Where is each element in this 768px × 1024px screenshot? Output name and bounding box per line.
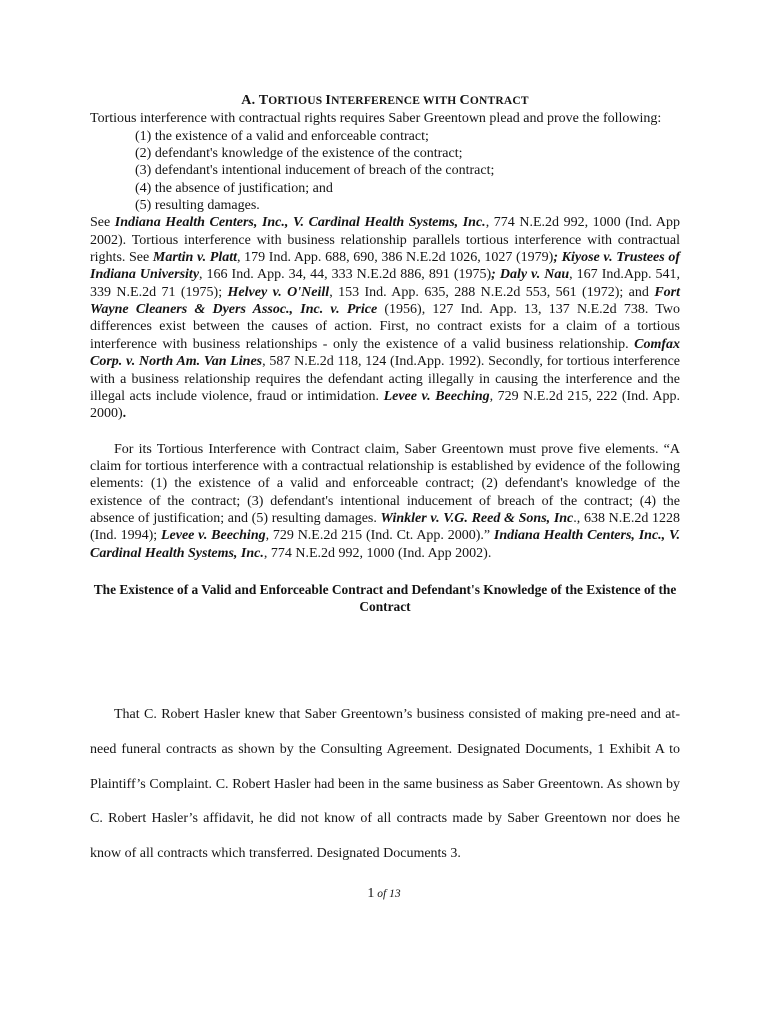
list-item: (2) defendant's knowledge of the existence of the contract; bbox=[135, 146, 463, 162]
knowledge-paragraph: That C. Robert Hasler knew that Saber Greentown’s business consisted of making pre-need and at-need funeral contracts as shown by the Consulting Agreement. Designated Documents, 1 Exhibit A to Plaintiff’s Complaint. C. Robert Hasler had been in the same business as Saber Greentown. As shown by C. Robert Hasler’s affidavit, he did not know of all contracts made by Saber Greentown nor does he know of all contracts which transferred. Designated Documents 3. bbox=[90, 707, 680, 862]
case-citation: Indiana Health Centers, Inc., V. Cardinal Health Systems, Inc. bbox=[90, 528, 680, 561]
case-citation: Martin v. Platt bbox=[152, 250, 238, 266]
case-citation: Fort Wayne Cleaners & Dyers Assoc., Inc. v. Price bbox=[90, 284, 680, 318]
subsection-heading: The Existence of a Valid and Enforceable Contract and Defendant's Knowledge of the Existence of the Contract bbox=[93, 581, 677, 615]
intro-paragraph: Tortious interference with contractual rights requires Saber Greentown plead and prove the following: bbox=[90, 111, 662, 127]
elements-paragraph: For its Tortious Interference with Contract claim, Saber Greentown must prove five elements. “A claim for tortious interference with a contractual relationship is established by evidence of the following elements: (1) the existence of a valid and enforceable contract; (2) defendant's knowledge of the existence of the contract; (3) defendant's intentional inducement of breach of the contract; (4) the absence of justification; and (5) resulting damages. Winkler v. V.G. Reed & Sons, Inc., 638 N.E.2d 1228 (Ind. 1994); Levee v. Beeching, 729 N.E.2d 215 (Ind. Ct. App. 2000).” Indiana Health Centers, Inc., V. Cardinal Health Systems, Inc., 774 N.E.2d 992, 1000 (Ind. App 2002). bbox=[90, 441, 680, 561]
case-citation: Levee v. Beeching bbox=[160, 528, 266, 544]
page-total: of 13 bbox=[374, 888, 401, 900]
case-citation: Winkler v. V.G. Reed & Sons, Inc bbox=[380, 510, 574, 526]
paragraph-gap bbox=[90, 423, 680, 441]
case-citation: ; Daly v. Nau bbox=[491, 267, 570, 283]
case-citation: Comfax Corp. v. North Am. Van Lines bbox=[90, 336, 680, 370]
list-item: (3) defendant's intentional inducement of breach of the contract; bbox=[135, 163, 495, 179]
list-item: (1) the existence of a valid and enforceable contract; bbox=[135, 128, 429, 144]
citations-paragraph: See Indiana Health Centers, Inc., V. Cardinal Health Systems, Inc., 774 N.E.2d 992, 1000 (Ind. App 2002). Tortious interference with business relationship parallels tortious interference with contractual rights. See Martin v. Platt, 179 Ind. App. 688, 690, 386 N.E.2d 1026, 1027 (1979); Kiyose v. Trustees of Indiana University, 166 Ind. App. 34, 44, 333 N.E.2d 886, 891 (1975); Daly v. Nau, 167 Ind.App. 541, 339 N.E.2d 71 (1975); Helvey v. O'Neill, 153 Ind. App. 635, 288 N.E.2d 553, 561 (1972); and Fort Wayne Cleaners & Dyers Assoc., Inc. v. Price (1956), 127 Ind. App. 13, 137 N.E.2d 738. Two differences exist between the causes of action. First, no contract exists for a claim of a tortious interference with business relationships - only the existence of a valid business relationship. Comfax Corp. v. North Am. Van Lines, 587 N.E.2d 118, 124 (Ind.App. 1992). Secondly, for tortious interference with a business relationship requires the defendant acting illegally in causing the interference and the illegal acts include violence, fraud or intimidation. Levee v. Beeching, 729 N.E.2d 215, 222 (Ind. App. 2000). bbox=[90, 215, 681, 422]
document-body bbox=[90, 92, 680, 616]
list-item: (4) the absence of justification; and bbox=[135, 180, 333, 196]
list-item: (5) resulting damages. bbox=[135, 198, 260, 214]
case-citation: Indiana Health Centers, Inc., V. Cardinal Health Systems, Inc. bbox=[114, 215, 486, 231]
elements-list bbox=[90, 128, 680, 215]
double-spaced-section bbox=[90, 698, 680, 872]
section-title: A. TORTIOUS INTERFERENCE WITH CONTRACT bbox=[241, 93, 529, 108]
case-citation: Levee v. Beeching bbox=[383, 388, 490, 404]
case-citation: ; Kiyose v. Trustees of Indiana University bbox=[90, 250, 680, 283]
page-footer bbox=[0, 886, 768, 902]
page-number: 1 bbox=[367, 886, 375, 901]
case-citation: Helvey v. O'Neill bbox=[227, 284, 330, 300]
